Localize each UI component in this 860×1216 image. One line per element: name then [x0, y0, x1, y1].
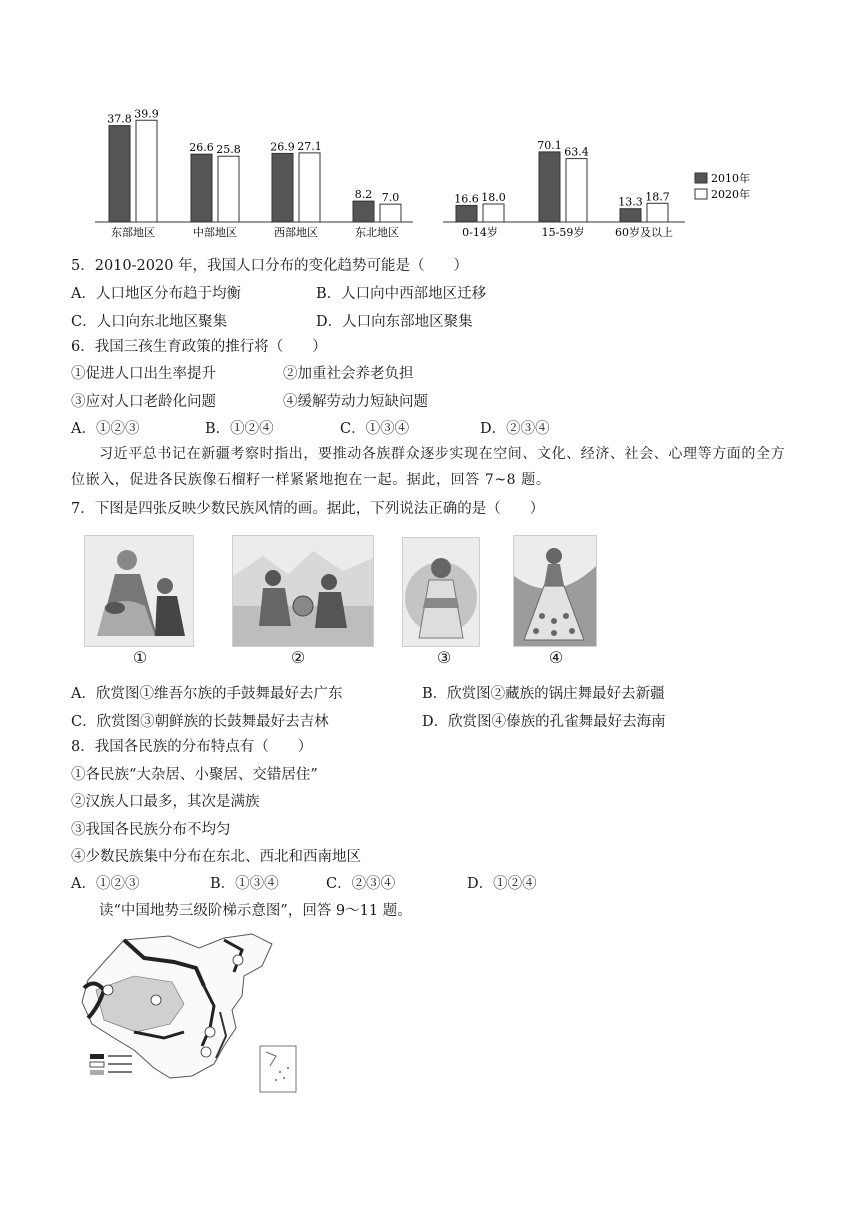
category-label: 中部地区: [193, 226, 237, 239]
bar-2020: [380, 204, 401, 222]
bar-value-label: 18.7: [645, 190, 670, 204]
q5-stem: 5．2010-2020 年，我国人口分布的变化趋势可能是（ ）: [71, 258, 469, 274]
bar-2010: [191, 154, 212, 222]
q6-stem: 6．我国三孩生育政策的推行将（ ）: [71, 339, 327, 355]
q6-option-a[interactable]: A．①②③: [71, 421, 140, 437]
ethnic-dance-picture-1: [84, 535, 194, 647]
bar-2010: [272, 153, 293, 222]
q5-option-a[interactable]: A．人口地区分布趋于均衡: [71, 286, 241, 302]
q8-option-d[interactable]: D．①②④: [467, 876, 537, 892]
age-structure-chart: [443, 139, 685, 239]
ethnic-dance-picture-4: [513, 535, 597, 647]
bar-2020: [647, 203, 668, 222]
q6-option-b[interactable]: B．①②④: [205, 421, 274, 437]
q6-statement-2: ②加重社会养老负担: [283, 366, 414, 382]
q8-statement-2: ②汉族人口最多，其次是满族: [71, 794, 260, 810]
q8-statement-3: ③我国各民族分布不均匀: [71, 822, 231, 838]
category-label: 东北地区: [355, 226, 399, 239]
bar-value-label: 8.2: [354, 188, 373, 202]
bar-2020: [136, 120, 157, 222]
ethnic-dance-picture-2: [232, 535, 374, 647]
china-terrain-steps-map: [74, 928, 304, 1096]
q7-option-d[interactable]: D．欣赏图④傣族的孔雀舞最好去海南: [422, 714, 666, 730]
bar-2010: [353, 201, 374, 222]
population-charts: [95, 105, 775, 245]
bar-value-label: 18.0: [481, 191, 506, 204]
region-distribution-chart: [95, 107, 413, 239]
category-label: 西部地区: [274, 226, 318, 239]
q8-statement-1: ①各民族“大杂居、小聚居、交错居住”: [71, 767, 318, 783]
bar-2010: [109, 126, 130, 222]
q5-option-c[interactable]: C．人口向东北地区聚集: [71, 314, 228, 330]
q7-option-b[interactable]: B．欣赏图②藏族的锅庄舞最好去新疆: [422, 686, 665, 702]
q6-statement-4: ④缓解劳动力短缺问题: [283, 394, 428, 410]
passage-7-8: 习近平总书记在新疆考察时指出，要推动各族群众逐步实现在空间、文化、经济、社会、心理等方面的全方位嵌入，促进各民族像石榴籽一样紧紧地抱在一起。据此，回答 7~8 题。: [71, 446, 786, 488]
bar-2010: [456, 205, 477, 222]
q7-stem: 7．下图是四张反映少数民族风情的画。据此，下列说法正确的是（ ）: [71, 501, 545, 517]
bar-value-label: 37.8: [107, 112, 132, 126]
q8-stem: 8．我国各民族的分布特点有（ ）: [71, 739, 313, 755]
bar-value-label: 26.6: [189, 141, 214, 155]
bar-value-label: 27.1: [297, 139, 322, 153]
picture-label-4: ④: [548, 648, 564, 667]
q5-option-d[interactable]: D．人口向东部地区聚集: [316, 314, 473, 330]
q8-statement-4: ④少数民族集中分布在东北、西北和西南地区: [71, 849, 361, 865]
legend-swatch-2010: [695, 173, 707, 183]
legend-label-2020: 2020年: [711, 188, 750, 201]
ethnic-dance-picture-3: [402, 537, 480, 647]
bar-value-label: 26.9: [270, 140, 295, 154]
bar-2020: [566, 159, 587, 222]
bar-value-label: 39.9: [134, 107, 159, 121]
bar-2020: [218, 156, 239, 222]
bar-2020: [483, 204, 504, 222]
q5-option-b[interactable]: B．人口向中西部地区迁移: [316, 286, 487, 302]
q6-statement-3: ③应对人口老龄化问题: [71, 394, 216, 410]
bar-value-label: 16.6: [454, 192, 479, 206]
category-label: 60岁及以上: [615, 226, 673, 239]
picture-label-3: ③: [436, 648, 452, 667]
chart-legend: [695, 171, 750, 201]
q8-option-a[interactable]: A．①②③: [71, 876, 140, 892]
category-label: 东部地区: [111, 226, 155, 239]
category-label: 15-59岁: [541, 226, 585, 239]
q9-11-intro: 读“中国地势三级阶梯示意图”，回答 9～11 题。: [99, 903, 412, 919]
picture-label-1: ①: [132, 648, 148, 667]
q8-option-c[interactable]: C．②③④: [326, 876, 396, 892]
q6-option-c[interactable]: C．①③④: [340, 421, 410, 437]
legend-swatch-2020: [695, 189, 707, 199]
q7-option-a[interactable]: A．欣赏图①维吾尔族的手鼓舞最好去广东: [71, 686, 343, 702]
bar-value-label: 25.8: [216, 143, 241, 157]
q8-option-b[interactable]: B．①③④: [210, 876, 279, 892]
bar-2020: [299, 153, 320, 222]
bar-value-label: 7.0: [381, 191, 400, 205]
category-label: 0-14岁: [462, 226, 498, 239]
q6-option-d[interactable]: D．②③④: [480, 421, 550, 437]
bar-value-label: 13.3: [618, 195, 643, 209]
bar-2010: [539, 152, 560, 222]
picture-label-2: ②: [290, 648, 306, 667]
q6-statement-1: ①促进人口出生率提升: [71, 366, 216, 382]
bar-value-label: 63.4: [564, 145, 589, 159]
legend-label-2010: 2010年: [711, 172, 750, 185]
bar-2010: [620, 209, 641, 222]
bar-value-label: 70.1: [537, 138, 562, 152]
q7-option-c[interactable]: C．欣赏图③朝鲜族的长鼓舞最好去吉林: [71, 714, 329, 730]
